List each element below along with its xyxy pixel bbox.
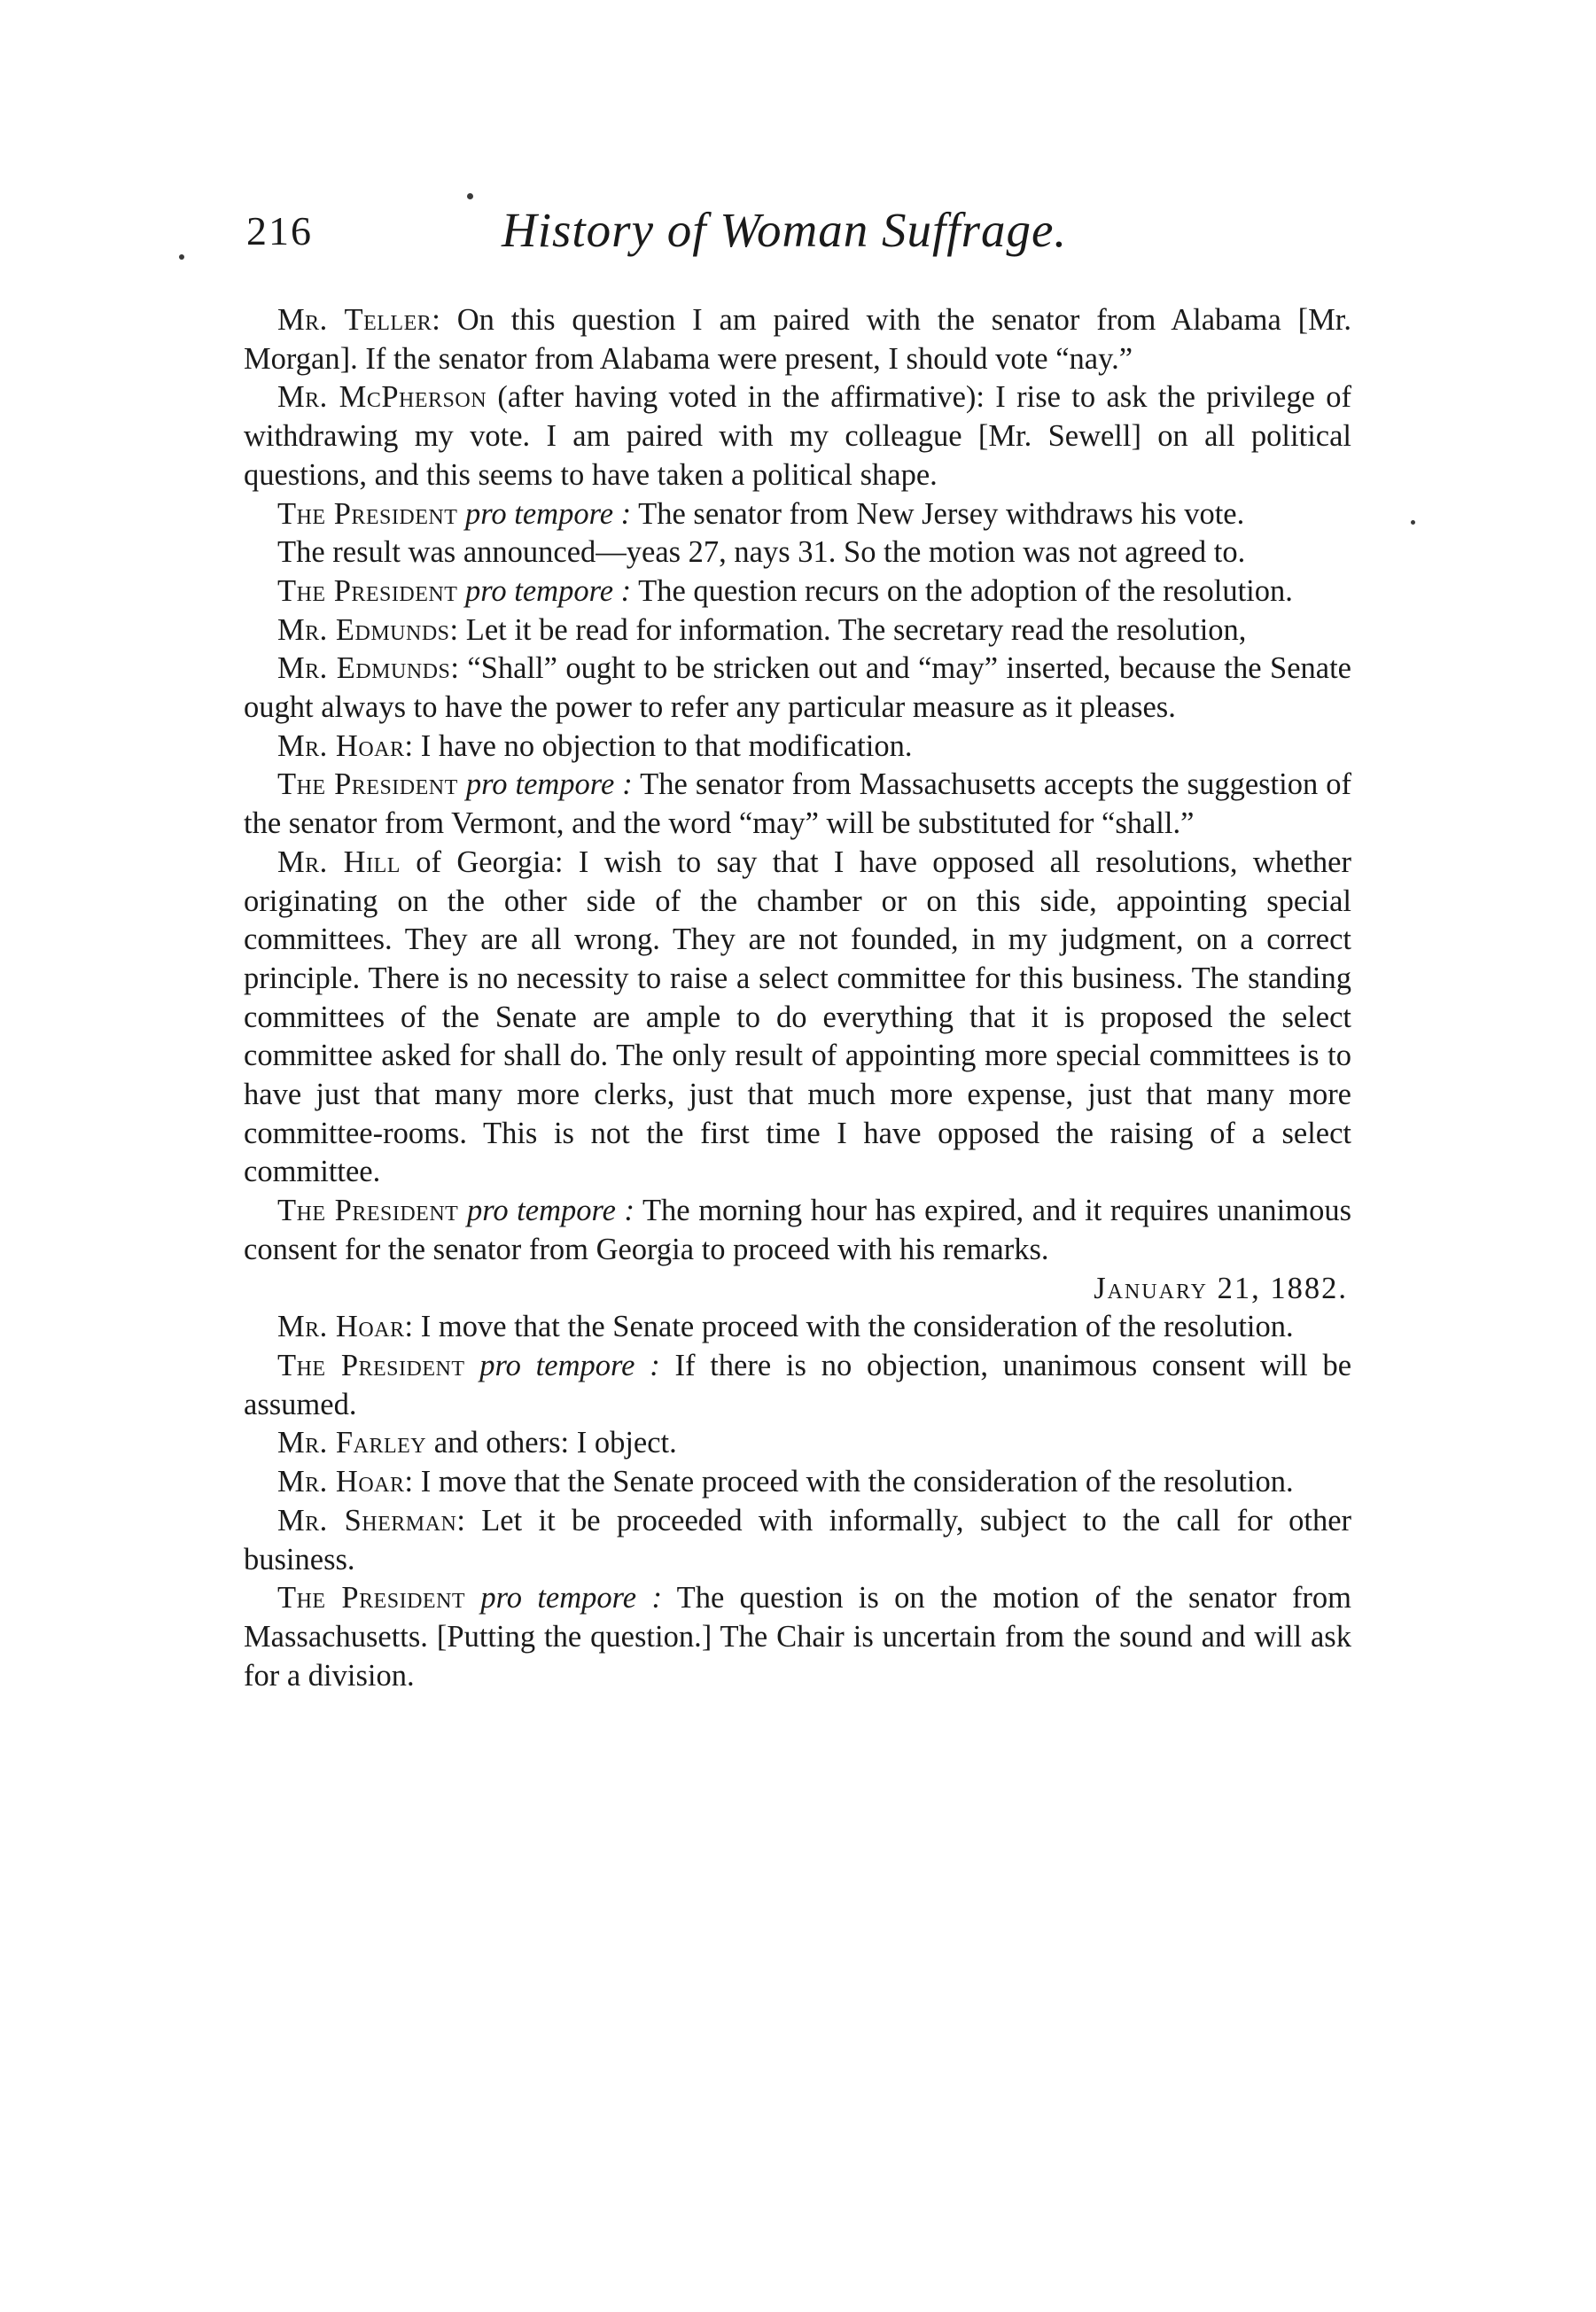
paragraph xyxy=(244,766,1351,843)
print-speck xyxy=(179,254,184,260)
paragraph xyxy=(244,1424,1351,1463)
speaker-suffix: : xyxy=(450,651,459,686)
speaker-title: pro tempore : xyxy=(465,767,633,802)
paragraph xyxy=(244,1192,1351,1269)
running-title: History of Woman Suffrage. xyxy=(502,203,1068,257)
paragraph xyxy=(244,1502,1351,1579)
paragraph xyxy=(244,728,1351,767)
speaker: The President xyxy=(277,573,458,608)
speaker-suffix: : xyxy=(404,728,414,763)
paragraph-text: The morning hour has expired, and it requires unanimous consent for the senator from Georgia to proceed with his remarks. xyxy=(244,1194,1352,1266)
speaker: Mr. Hoar xyxy=(277,728,405,763)
paragraph-text: “Shall” ought to be stricken out and “may” inserted, because the Senate ought always to have the power to refer any particular measure as it pleases. xyxy=(244,651,1351,725)
paragraph-text: The result was announced—yeas 27, nays 31. So the motion was not agreed to. xyxy=(277,535,1246,570)
speaker-suffix: : xyxy=(449,612,459,647)
paragraph-text: The question recurs on the adoption of the resolution. xyxy=(631,573,1293,608)
speaker: Mr. Edmunds xyxy=(277,651,451,686)
paragraph-text: I have no objection to that modification. xyxy=(413,728,913,763)
speaker-title: pro tempore : xyxy=(480,1581,662,1615)
speaker-title: pro tempore : xyxy=(465,573,632,608)
paragraph xyxy=(244,378,1351,494)
paragraph xyxy=(244,1463,1351,1502)
page-header xyxy=(193,202,1345,282)
paragraph xyxy=(244,844,1351,1192)
paragraph-text: On this question I am paired with the senator from Alabama [Mr. Morgan]. If the senator from Alabama were present, I should vote “nay.” xyxy=(244,303,1351,376)
paragraph-text: (after having voted in the affirmative): I rise to ask the privilege of withdrawing my vote. I am paired with my colleague [Mr. Sewell] on all political questions, and this seems to have taken a political shape. xyxy=(244,380,1351,492)
paragraph-text: Let it be read for information. The secretary read the resolution, xyxy=(458,612,1247,647)
speaker: The President xyxy=(277,496,458,531)
paragraph xyxy=(244,1347,1351,1424)
speaker-title: pro tempore : xyxy=(479,1348,660,1382)
speaker-title: pro tempore : xyxy=(466,1194,635,1228)
paragraph xyxy=(244,1579,1351,1695)
print-speck xyxy=(467,193,473,199)
paragraph-text: The senator from Massachusetts accepts the suggestion of the senator from Vermont, and the word “may” will be substituted for “shall.” xyxy=(244,767,1351,841)
speaker: Mr. Hill xyxy=(277,845,401,879)
paragraph-text: The senator from New Jersey withdraws his vote. xyxy=(631,496,1245,531)
paragraph-text: I move that the Senate proceed with the consideration of the resolution. xyxy=(413,1465,1294,1499)
paragraph xyxy=(244,572,1351,611)
speaker: The President xyxy=(277,767,458,802)
speaker-suffix: : xyxy=(404,1465,414,1499)
speaker: The President xyxy=(277,1348,465,1382)
paragraph-text: Let it be proceeded with informally, subject to the call for other business. xyxy=(244,1503,1351,1576)
speaker: Mr. Edmunds xyxy=(277,612,450,647)
speaker-title: pro tempore : xyxy=(465,496,632,531)
paragraph xyxy=(244,650,1351,727)
speaker: Mr. Hoar xyxy=(277,1310,405,1344)
speaker: Mr. Farley xyxy=(277,1426,427,1460)
paragraph-text: If there is no objection, unanimous consent will be assumed. xyxy=(244,1348,1352,1421)
speaker-suffix: : xyxy=(432,303,440,337)
paragraph xyxy=(244,301,1351,378)
speaker: Mr. Sherman xyxy=(277,1503,457,1537)
paragraph xyxy=(244,611,1351,650)
speaker-suffix: : xyxy=(456,1503,465,1537)
speaker: Mr. Teller xyxy=(277,303,432,337)
page-number: 216 xyxy=(246,208,313,253)
paragraph-text: I move that the Senate proceed with the consideration of the resolution. xyxy=(413,1310,1294,1344)
body-text xyxy=(244,301,1351,1695)
paragraph-text: of Georgia: I wish to say that I have opposed all resolutions, whether originating on the other side of the chamber or on this side, appointing special committees. They are all wrong. They are not founded, in my judgment, on a correct principle. There is no necessity to raise a select committee for this business. The standing committees of the Senate are ample to do everything that it is proposed the select committee asked for shall do. The only result of appointing more special committees is to have just that many more clerks, just that much more expense, just that many more committee-rooms. This is not the first time I have opposed the raising of a select committee. xyxy=(244,845,1351,1189)
paragraph xyxy=(244,1308,1351,1347)
dateline: January 21, 1882. xyxy=(1094,1271,1348,1305)
paragraph xyxy=(244,533,1351,572)
speaker-suffix: : xyxy=(404,1310,414,1344)
paragraph xyxy=(244,495,1351,534)
paragraph-text: The question is on the motion of the senator from Massachusetts. [Putting the question.] The Chair is uncertain from the sound and will ask for a division. xyxy=(244,1581,1352,1693)
paragraph-text: and others: I object. xyxy=(426,1426,677,1460)
speaker: The President xyxy=(277,1581,466,1615)
speaker: Mr. McPherson xyxy=(277,380,487,415)
print-speck xyxy=(1411,520,1415,525)
speaker: The President xyxy=(277,1194,459,1228)
speaker: Mr. Hoar xyxy=(277,1465,405,1499)
